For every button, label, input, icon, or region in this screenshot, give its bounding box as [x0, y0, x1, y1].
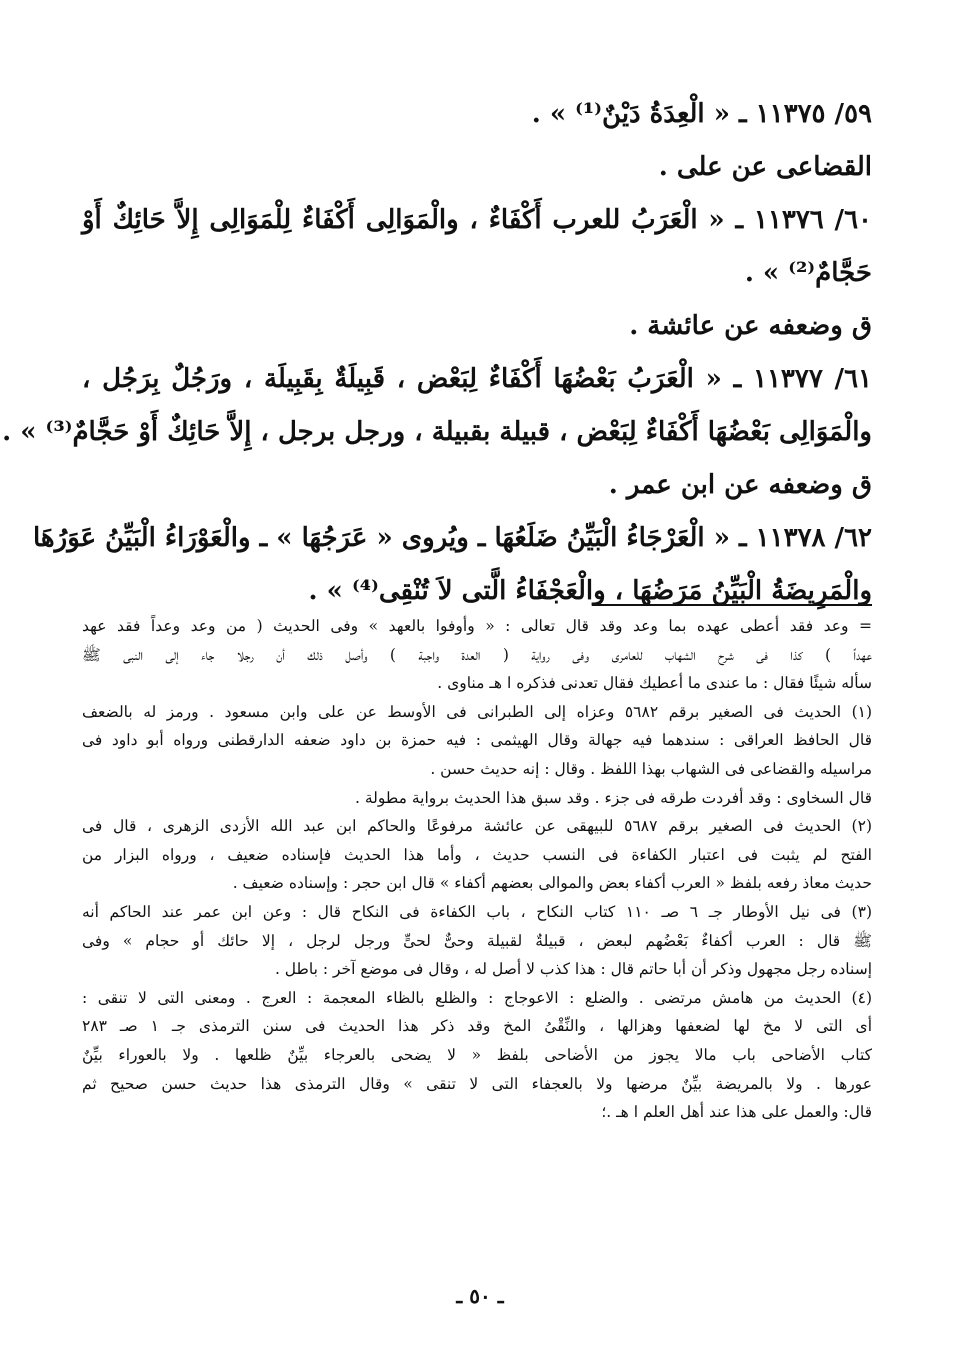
footnote-line: قال السخاوى : وقد أفردت طرقه فى جزء . وقد سبق هذا الحديث برواية مطولة .	[354, 788, 872, 807]
footnote-line: سأله شيئًا فقال : ما عندى ما أعطيك فقال تعدنى فذكره ا هـ مناوى .	[437, 674, 872, 693]
footnote-line: أى التى لا مخ لها لضعفها وهزالها ، والنِّقْىُ المخ وقد ذكر هذا الحديث فى سنن الترمذى جـ ١ صـ ٢٨٣	[82, 1017, 872, 1036]
source-line: ق وضعفه عن عائشة .	[629, 311, 872, 341]
footnote-line: = وعد فقد أعطى عهده بما وعد وقد قال تعالى : « وأوفوا بالعهد » وفى الحديث ( من وعد وعداً فقد عهد	[82, 617, 872, 635]
footnote-line: كتاب الأضاحى باب مالا يجوز من الأضاحى بلفظ « لا يضحى بالعرجاء بيِّنٌ ظلعها . ولا بالعوراء بيِّنٌ	[82, 1045, 872, 1064]
hadith-60: ٦٠/ ١١٣٧٦ ـ « الْعَرَبُ للعرب أَكْفَاءٌ ، والْمَوَالِى أَكْفَاءٌ لِلْمَوَالِى إِلاَّ حَائِكٌ أَوْ	[82, 205, 872, 235]
footnote-line: الفتح لم يثبت فى اعتبار الكفاءة فى النسب حديث ، وأما هذا الحديث فإسناده ضعيف ، ورواه البزار من	[82, 845, 872, 864]
footnote-line: إسناده رجل مجهول وذكر أن أبا حاتم قال : هذا كذب لا أصل له ، وقال فى موضع آخر : باطل .	[274, 960, 872, 979]
footnote-4: (٤) الحديث من هامش مرتضى . والضلع : الاعوجاج : والظلع بالظاء المعجمة : العرج . ومعنى التى لا تنقى :	[82, 988, 872, 1007]
footnote-1: (١) الحديث فى الصغير برقم ٥٦٨٢ وعزاه إلى الطبرانى فى الأوسط عن على وابن مسعود . ورمز له بالضعف	[82, 702, 873, 721]
source-line: القضاعى عن على .	[658, 152, 872, 182]
source-line: ق وضعفه عن ابن عمر .	[608, 470, 872, 500]
hadith-62: ٦٢/ ١١٣٧٨ ـ « الْعَرْجَاءُ الْبَيِّنُ ضَلَعُهَا ـ ويُروى « عَرَجُهَا » ـ والْعَوْرَاءُ الْبَيِّنُ عَوَرُهَا	[33, 523, 872, 553]
hadith-61: ٦١/ ١١٣٧٧ ـ « الْعَرَبُ بَعْضُهَا أَكْفَاءٌ لِبَعْض ، قَبِيلَةٌ بِقَبِيلَة ، ورَجُلٌ بِرَجُل ،	[82, 364, 872, 394]
main-text	[2, 88, 872, 618]
footnote-line: ﷺ قال : العرب أكفاءٌ بَعْضُهم لبعض ، قبيلةٌ لقبيلة وحىٌّ لحىٍّ ورجل لرجل ، إلا حائك أو حجام » وفى	[82, 931, 872, 950]
hadith-62-continued: والْمَرِيضَةُ الْبَيِّنُ مَرَضُهَا ، والْعَجْفَاءُ الَّتى لاَ تُنْقِى⁽⁴⁾ » .	[308, 576, 872, 606]
footnote-3: (٣) فى نيل الأوطار جـ ٦ صـ ١١٠ كتاب النكاح ، باب الكفاءة فى النكاح قال : وعن ابن عمر عند الحاكم أنه	[82, 902, 872, 921]
footnote-line: قال الحافظ العراقى : سندهما فيه جهالة وقال الهيثمى : فيه حمزة بن داود ضعفه الدارقطنى ورواه أبو داود فى	[82, 731, 872, 750]
footnote-divider	[592, 604, 872, 606]
hadith-59: ٥٩/ ١١٣٧٥ ـ « الْعِدَةُ دَيْنٌ⁽¹⁾ » .	[531, 99, 872, 129]
footnote-line: عورها . ولا بالمريضة بيِّنٌ مرضها ولا بالعجفاء التى لا تنقى » وقال الترمذى هذا حديث حسن صحيح ثم	[82, 1074, 872, 1093]
page-number: ـ ٥٠ ـ	[456, 1284, 504, 1308]
footnote-line: عهداً ) كذا فى شرح الشهاب للعامرى وفى رواية ( العدة واجبة ) وأصل ذلك أن رجلا جاء إلى النبى ﷺ	[82, 645, 872, 664]
footnote-line: قال: والعمل على هذا عند أهل العلم ا هـ .؛	[601, 1103, 872, 1122]
hadith-61-continued: والْمَوَالِى بَعْضُهَا أَكْفَاءٌ لِبَعْض ، قبيلة بقبيلة ، ورجل برجل ، إِلاَّ حَائِكٌ أَوْ حَجَّامٌ⁽³⁾ » .	[2, 417, 872, 447]
footnote-line: مراسيله والقضاعى فى الشهاب بهذا اللفظ . وقال : إنه حديث حسن .	[430, 759, 872, 778]
footnote-2: (٢) الحديث فى الصغير برقم ٥٦٨٧ للبيهقى عن عائشة مرفوعًا والحاكم ابن عبد الله الأزدى الزهرى ، قال فى	[82, 817, 872, 836]
footnote-line: حديث معاذ رفعه بلفظ « العرب أكفاء بعض والموالى بعضهم أكفاء » قال ابن حجر : وإسناده ضعيف .	[232, 874, 872, 893]
footnotes	[82, 612, 872, 1127]
hadith-60-continued: حَجَّامٌ⁽²⁾ » .	[744, 258, 872, 288]
